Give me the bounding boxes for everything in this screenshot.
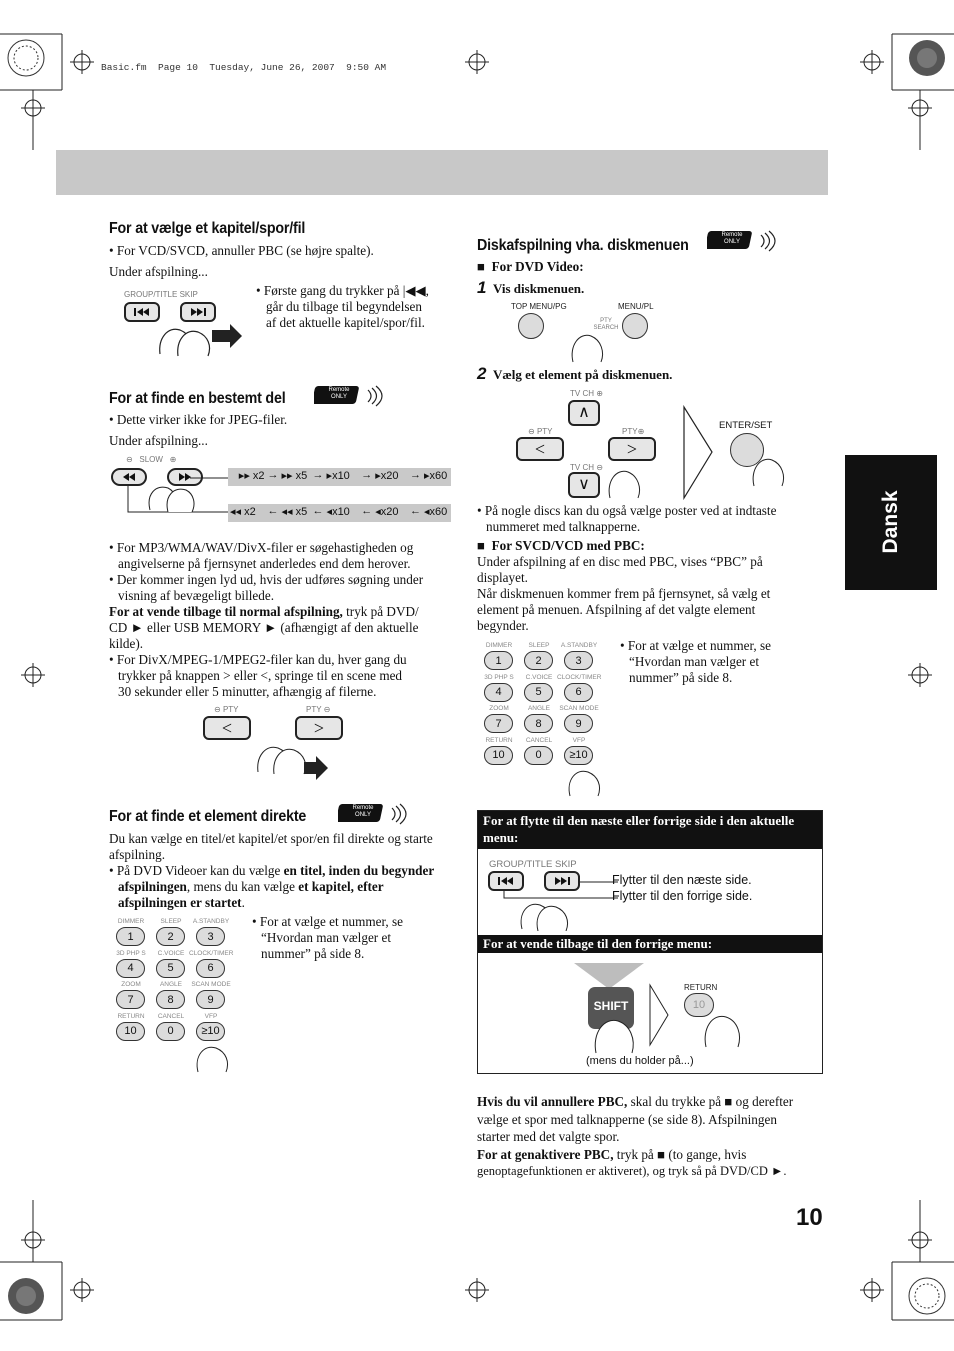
keypad-key-caption: DIMMER — [485, 642, 513, 649]
number-key[interactable]: 9 — [564, 714, 593, 733]
keypad-key-caption: CLOCK/TIMER — [189, 949, 234, 957]
number-key[interactable]: 1 — [484, 651, 513, 670]
finger-enter-illustration — [748, 452, 788, 488]
box-step-arrow — [648, 983, 672, 1047]
box-next-text: Flytter til den næste side. — [612, 873, 752, 887]
finger-keypad-illustration — [190, 1038, 240, 1074]
search-normal-line2: CD ► eller USB MEMORY ► (afhængigt af den aktuelle — [109, 620, 419, 635]
svcd-l2: displayet. — [477, 570, 528, 585]
step-1-number: 1 — [477, 278, 487, 297]
number-key[interactable]: 0 — [156, 1022, 185, 1041]
box-header-1 — [478, 811, 822, 849]
number-key[interactable]: 1 — [116, 927, 145, 946]
react-pbc-line1: For at genaktivere PBC, tryk på ■ (to gange, hvis — [477, 1146, 747, 1162]
pty-plus-label: PTY⊕ — [622, 427, 645, 436]
search-note-3b: trykker på knappen > eller <, springe til en scene med — [118, 668, 403, 683]
menu-keypad-note-1: • For at vælge et nummer, se — [620, 638, 771, 653]
number-key[interactable]: 5 — [156, 959, 185, 978]
remote-badge-line1: Remote — [352, 805, 374, 811]
step-2-number: 2 — [477, 364, 487, 383]
enter-set-label: ENTER/SET — [719, 420, 773, 431]
slow-minus-icon: ⊖ — [126, 455, 133, 464]
search-notes — [109, 540, 459, 700]
search-note-3c: 30 sekunder eller 5 minutter, afhængig af filerne. — [118, 684, 377, 699]
search-note-2a: • Der kommer ingen lyd ud, hvis der udføres søgning under — [109, 572, 424, 587]
menu-keypad-note — [620, 638, 771, 686]
minus-icon: ⊖ — [528, 427, 535, 436]
remote-badge-line1: Remote — [328, 387, 350, 393]
search-connector-lines — [120, 476, 232, 516]
number-keypad-left — [116, 918, 246, 1048]
page-number: 10 — [796, 1204, 823, 1231]
step-arrow-outline — [680, 405, 716, 500]
number-key[interactable]: ≥10 — [564, 746, 593, 765]
number-key[interactable]: ≥10 — [196, 1022, 225, 1041]
rev-speed: ◂x20 — [375, 506, 399, 518]
box-header-2: For at vende tilbage til den forrige menu: — [478, 935, 822, 953]
number-key[interactable]: 6 — [564, 683, 593, 702]
direct-note-3: nummer” på side 8. — [261, 946, 365, 961]
number-key[interactable]: 5 — [524, 683, 553, 702]
keypad-key-caption: SCAN MODE — [191, 981, 231, 988]
chevron-left-icon: < — [221, 718, 233, 738]
box-header-1-line1: For at flytte til den næste eller forrige side i den aktuelle — [483, 813, 795, 828]
search-normal-line1: For at vende tilbage til normal afspilning, tryk på DVD/ — [109, 604, 419, 619]
number-key[interactable]: 7 — [116, 990, 145, 1009]
section-title-search: For at finde en bestemt del — [109, 390, 286, 407]
rev-speed: ◂◂ x2 — [230, 506, 256, 518]
chevron-up-icon: ∧ — [578, 404, 590, 421]
pty-minus-label: ⊖ PTY — [528, 427, 553, 436]
direct-b1b: afspilningen, mens du kan vælge et kapitel, efter — [118, 879, 384, 894]
pty-left-label: ⊖ PTY — [214, 705, 239, 714]
finger-press-illustration-2 — [252, 736, 332, 780]
fwd-speed: ▸x10 — [326, 470, 350, 482]
number-key[interactable]: 9 — [196, 990, 225, 1009]
keypad-key-caption: SLEEP — [528, 642, 550, 649]
cursor-left-button[interactable] — [516, 437, 564, 461]
return-key-number: 10 — [692, 999, 706, 1011]
number-key[interactable]: 6 — [196, 959, 225, 978]
finger-menu-illustration — [565, 326, 615, 366]
rev-speed: ◂x60 — [424, 506, 448, 518]
square-bullet-icon: ■ — [477, 259, 485, 274]
direct-b1a: • På DVD Videoer kan du vælge en titel, inden du begynder — [109, 863, 435, 878]
fwd-speed: ▸▸ x5 — [281, 470, 308, 482]
rev-speed: ◂x10 — [326, 506, 350, 518]
remote-only-badge — [314, 383, 384, 409]
number-key[interactable]: 10 — [116, 1022, 145, 1041]
shift-label: SHIFT — [593, 999, 629, 1013]
direct-b1c: afspilningen er startet. — [118, 895, 245, 910]
keypad-key-caption: A.STANDBY — [192, 918, 230, 925]
keypad-key-caption: VFP — [572, 736, 586, 744]
prev-scene-button[interactable] — [203, 716, 251, 740]
fwd-speed: ▸x20 — [375, 470, 399, 482]
minus-icon: ⊖ — [596, 463, 603, 472]
search-during: Under afspilning... — [109, 433, 208, 448]
number-key[interactable]: 10 — [484, 746, 513, 765]
number-key[interactable]: 8 — [156, 990, 185, 1009]
forward-speeds: ▸▸ x2 → ▸▸ x5 → ▸x10 → ▸x20 → ▸x60 — [230, 469, 452, 482]
keypad-key-caption: ZOOM — [121, 981, 141, 988]
chapter-note — [256, 283, 429, 331]
search-note-2b: visning af bevægeligt billede. — [118, 588, 275, 603]
cancel-pbc-line1: Hvis du vil annullere PBC, skal du trykke på ■ og derefter — [477, 1094, 794, 1109]
slow-label — [126, 455, 176, 464]
square-bullet-icon: ■ — [477, 538, 485, 553]
menu-keypad-note-3: nummer” på side 8. — [629, 670, 733, 685]
keypad-key-caption: A.STANDBY — [560, 642, 598, 649]
keypad-key-caption: SCAN MODE — [559, 705, 599, 712]
keypad-key-caption: CANCEL — [525, 736, 553, 744]
plus-icon: ⊕ — [637, 427, 645, 436]
pty-minus-icon: ⊖ — [214, 705, 221, 714]
number-key[interactable]: 3 — [564, 651, 593, 670]
tv-ch-up-label: TV CH ⊕ — [570, 389, 603, 398]
keypad-key-caption: ZOOM — [489, 705, 509, 712]
plus-icon: ⊕ — [596, 389, 603, 398]
number-key[interactable]: 0 — [524, 746, 553, 765]
cancel-pbc-line3: starter med det valgte spor. — [477, 1129, 620, 1144]
file-info: Basic.fm Page 10 Tuesday, June 26, 2007 9:50 AM — [101, 62, 387, 73]
keypad-key-caption: VFP — [204, 1012, 218, 1020]
top-menu-button[interactable] — [518, 313, 544, 339]
pty-right-label: PTY ⊖ — [306, 705, 331, 714]
search-normal-line3: kilde). — [109, 636, 144, 651]
pty-search-label: PTY SEARCH — [593, 318, 619, 331]
slow-plus-icon: ⊕ — [169, 455, 177, 464]
box-header-1-line2: menu: — [483, 830, 519, 845]
chapter-bullet: • For VCD/SVCD, annuller PBC (se højre spalte). — [109, 243, 374, 258]
svcd-l5: begynder. — [477, 618, 529, 633]
fwd-speed: ▸▸ x2 — [238, 470, 265, 482]
cancel-pbc-line2: vælge et spor med talknapperne (se side 8). Afspilningen — [477, 1111, 777, 1127]
number-key[interactable]: 2 — [524, 651, 553, 670]
keypad-key-caption: ANGLE — [159, 981, 183, 988]
chevron-down-icon: ∨ — [578, 476, 590, 493]
direct-p1b: afspilning. — [109, 847, 166, 862]
rev-speed: ◂◂ x5 — [281, 506, 308, 518]
keypad-key-caption: CLOCK/TIMER — [557, 673, 602, 681]
remote-only-badge-2 — [338, 801, 408, 827]
finger-shift-illustration — [590, 1007, 644, 1055]
step-1: 1 Vis diskmenuen. — [477, 278, 585, 297]
keypad-key-caption: DIMMER — [117, 918, 145, 925]
tv-ch-down-label: TV CH ⊖ — [570, 463, 603, 472]
number-keypad-right — [484, 642, 614, 772]
keypad-key-caption: SLEEP — [160, 918, 182, 925]
search-note-3a: • For DivX/MPEG-1/MPEG2-filer kan du, hver gang du — [109, 652, 407, 667]
finger-return-illustration — [700, 1005, 746, 1049]
direct-text — [109, 831, 459, 911]
menu-note-1b: nummeret med talknapperne. — [486, 519, 641, 534]
section-title-direct: For at finde et element direkte — [109, 808, 307, 825]
menu-note-1a: • På nogle discs kan du også vælge poster ved at indtaste — [477, 503, 777, 518]
svcd-l3: Når diskmenuen kommer frem på fjernsynet, så vælg et — [477, 586, 771, 601]
svcd-l4: element på menuen. Afspilning af det valgte element — [477, 602, 756, 617]
menu-button[interactable] — [622, 313, 648, 339]
chevron-left-icon: < — [534, 439, 546, 459]
number-key[interactable]: 8 — [524, 714, 553, 733]
box-prev-text: Flytter til den forrige side. — [612, 889, 753, 903]
search-note-1a: • For MP3/WMA/WAV/DivX-filer er søgehastigheden og — [109, 540, 414, 555]
number-key[interactable]: 4 — [116, 959, 145, 978]
box-connector-lines — [498, 873, 618, 931]
header-band — [56, 150, 828, 195]
number-key[interactable]: 7 — [484, 714, 513, 733]
menu-text — [477, 503, 827, 634]
svcd-l1: Under afspilning af en disc med PBC, vises “PBC” på — [477, 554, 763, 569]
keypad-key-caption: CANCEL — [157, 1012, 185, 1020]
fwd-speed: ▸x60 — [424, 470, 448, 482]
cursor-up-button[interactable] — [568, 400, 600, 426]
direct-p1a: Du kan vælge en titel/et kapitel/et spor/en fil direkte og starte — [109, 831, 433, 846]
react-pbc-line2: genoptagefunktionen er aktiveret), og tryk så på DVD/CD ►. — [477, 1164, 787, 1178]
remote-only-badge-3 — [707, 228, 777, 254]
return-label: RETURN — [684, 983, 718, 992]
slow-text: SLOW — [139, 455, 163, 464]
step-2: 2 Vælg et element på diskmenuen. — [477, 364, 673, 383]
number-key[interactable]: 3 — [196, 927, 225, 946]
page-navigation-box — [477, 810, 823, 1074]
section-title-chapter: For at vælge et kapitel/spor/fil — [109, 220, 306, 237]
finger-keypad-illustration-2 — [562, 762, 612, 798]
remote-badge-line1: Remote — [721, 232, 743, 238]
svcd-head: ■ For SVCD/VCD med PBC: — [477, 538, 645, 553]
cursor-down-button[interactable] — [568, 472, 600, 498]
language-side-tab — [845, 455, 937, 590]
search-bullet: • Dette virker ikke for JPEG-filer. — [109, 412, 288, 427]
section-title-menu: Diskafspilning vha. diskmenuen — [477, 237, 689, 254]
search-note-1b: angivelserne på fjernsynet anderledes end dem herover. — [118, 556, 411, 571]
group-title-skip-label: GROUP/TITLE SKIP — [124, 290, 198, 299]
number-key[interactable]: 4 — [484, 683, 513, 702]
finger-cursor-illustration — [604, 456, 644, 502]
keypad-key-caption: RETURN — [485, 736, 513, 744]
menu-pl-label: MENU/PL — [618, 302, 654, 311]
keypad-key-caption: C.VOICE — [157, 949, 185, 957]
remote-badge-line2: ONLY — [331, 394, 347, 400]
chapter-note-line3: af det aktuelle kapitel/spor/fil. — [266, 315, 425, 330]
keypad-key-caption: ANGLE — [527, 705, 551, 712]
menu-keypad-note-2: “Hvordan man vælger et — [629, 654, 760, 669]
chevron-right-icon: > — [313, 718, 325, 738]
finger-press-illustration — [150, 316, 250, 362]
keypad-key-caption: C.VOICE — [525, 673, 553, 681]
reverse-speeds: ◂◂ x2 ← ◂◂ x5 ← ◂x10 ← ◂x20 ← ◂x60 — [230, 505, 452, 518]
chapter-note-line2: går du tilbage til begyndelsen — [266, 299, 423, 314]
pty-minus-icon-2: ⊖ — [323, 705, 331, 714]
keypad-key-caption: RETURN — [117, 1012, 145, 1020]
remote-badge-line2: ONLY — [355, 812, 371, 818]
keypad-key-caption: 3D PHP S — [116, 949, 146, 957]
keypad-key-caption: 3D PHP S — [484, 673, 514, 681]
holding-text: (mens du holder på...) — [586, 1055, 694, 1067]
language-label: Dansk — [879, 490, 902, 554]
top-menu-label: TOP MENU/PG — [511, 302, 567, 311]
direct-note-2: “Hvordan man vælger et — [261, 930, 392, 945]
pbc-footer-text — [477, 1093, 827, 1181]
chapter-during: Under afspilning... — [109, 264, 208, 279]
direct-note-1: • For at vælge et nummer, se — [252, 914, 403, 929]
chevron-right-icon: > — [626, 439, 638, 459]
number-key[interactable]: 2 — [156, 927, 185, 946]
remote-badge-line2: ONLY — [724, 239, 740, 245]
direct-note — [252, 914, 403, 962]
box-skip-label: GROUP/TITLE SKIP — [489, 859, 577, 870]
dvd-head: ■ For DVD Video: — [477, 259, 584, 274]
chapter-note-line1: • Første gang du trykker på |◀◀, — [256, 283, 429, 298]
